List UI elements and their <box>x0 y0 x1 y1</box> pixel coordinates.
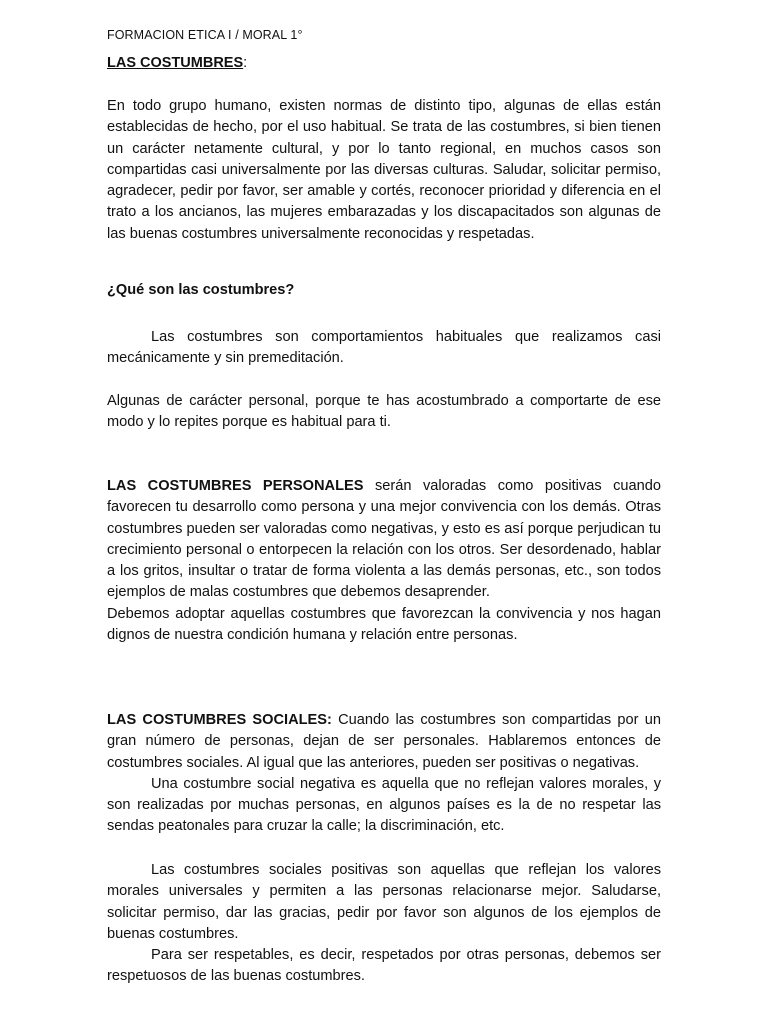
personales-heading: LAS COSTUMBRES PERSONALES <box>107 478 364 494</box>
question-heading: ¿Qué son las costumbres? <box>107 282 295 298</box>
positivas-conclusion: Para ser respetables, es decir, respetados por otras personas, debemos ser respetuosos de las buenas costumbres. <box>107 947 661 985</box>
personales-conclusion: Debemos adoptar aquellas costumbres que favorezcan la convivencia y nos hagan dignos de nuestra condición humana y relación entre personas. <box>107 605 661 644</box>
sociales-text: Cuando las costumbres son compartidas por un gran número de personas, dejan de ser personales. Hablaremos entonces de costumbres sociales. Al igual que las anteriores, pueden ser positivas o negativas. <box>107 712 661 771</box>
title-text: LAS COSTUMBRES <box>107 55 244 71</box>
personal-note-paragraph: Algunas de carácter personal, porque te has acostumbrado a comportarte de ese modo y lo repites porque es habitual para ti. <box>107 393 661 431</box>
course-header: FORMACION ETICA I / MORAL 1° <box>107 28 303 42</box>
title-colon: : <box>243 55 248 71</box>
personales-paragraph <box>107 476 661 604</box>
sociales-heading: LAS COSTUMBRES SOCIALES: <box>107 712 332 728</box>
sociales-paragraph <box>107 710 661 774</box>
sociales-negative-paragraph: Una costumbre social negativa es aquella que no reflejan valores morales, y son realizadas por muchas personas, en algunos países es la de no respetar las sendas peatonales para cruzar la calle; la discriminación, etc. <box>107 775 661 835</box>
sociales-section <box>107 710 661 838</box>
positivas-section <box>107 860 661 988</box>
page-title <box>107 55 247 71</box>
personales-text: serán valoradas como positivas cuando favorecen tu desarrollo como persona y una mejor convivencia con los demás. Otras costumbres pueden ser valoradas como negativas, y esto es así porque perjudican tu crecimiento personal o entorpecen la relación con los otros. Ser desordenado, hablar a los gritos, insultar o tratar de forma violenta a las demás personas, etc., son todos ejemplos de malas costumbres que debemos desaprender. <box>107 478 661 601</box>
definition-paragraph: Las costumbres son comportamientos habituales que realizamos casi mecánicamente y sin premeditación. <box>107 329 661 367</box>
positivas-paragraph: Las costumbres sociales positivas son aquellas que reflejan los valores morales universales y permiten a las personas relacionarse mejor. Saludarse, solicitar permiso, dar las gracias, pedir por favor son algunos de los ejemplos de buenas costumbres. <box>107 862 661 942</box>
personales-section <box>107 476 661 646</box>
intro-paragraph: En todo grupo humano, existen normas de distinto tipo, algunas de ellas están establecidas de hecho, por el uso habitual. Se trata de las costumbres, si bien tienen un carácter netamente cultural, y por lo tanto regional, en muchos casos son compartidas casi universalmente por las diversas culturas. Saludar, solicitar permiso, agradecer, pedir por favor, ser amable y cortés, reconocer prioridad y diferencia en el trato a los ancianos, las mujeres embarazadas y los discapacitados son algunas de las buenas costumbres universalmente reconocidas y respetadas. <box>107 98 661 242</box>
